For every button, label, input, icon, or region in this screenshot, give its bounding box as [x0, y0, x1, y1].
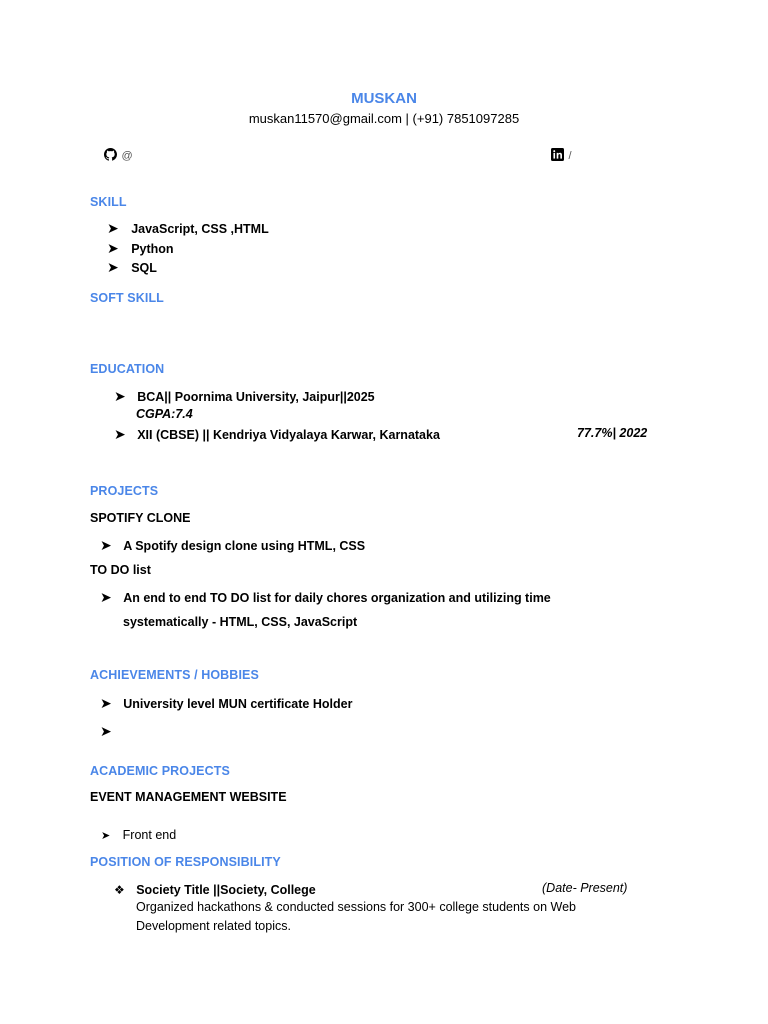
skill-item — [107, 240, 174, 258]
skill-label: Python — [131, 242, 174, 256]
project-description: A Spotify design clone using HTML, CSS — [123, 539, 366, 553]
linkedin-handle: / — [568, 150, 572, 162]
section-heading-achievements: ACHIEVEMENTS / HOBBIES — [90, 668, 259, 682]
arrow-bullet-icon: ➤ — [100, 537, 112, 553]
responsibility-item — [114, 881, 316, 899]
responsibility-description-cont: Development related topics. — [136, 919, 291, 933]
arrow-bullet-icon: ➤ — [107, 240, 119, 256]
education-title: BCA|| Poornima University, Jaipur||2025 — [137, 390, 375, 404]
academic-project-title: EVENT MANAGEMENT WEBSITE — [90, 790, 287, 804]
section-heading-soft-skill: SOFT SKILL — [90, 291, 164, 305]
section-heading-academic-projects: ACADEMIC PROJECTS — [90, 764, 230, 778]
achievement-item — [100, 695, 352, 713]
project-description-cont: systematically - HTML, CSS, JavaScript — [123, 615, 358, 629]
academic-project-description: Front end — [122, 828, 177, 842]
candidate-name: MUSKAN — [351, 90, 417, 107]
education-item — [114, 426, 440, 444]
arrow-bullet-icon: ➤ — [100, 723, 112, 739]
github-icon — [104, 148, 117, 161]
academic-project-bullet — [101, 826, 176, 844]
achievement-label: University level MUN certificate Holder — [123, 697, 353, 711]
github-handle: @ — [121, 150, 133, 162]
responsibility-title: Society Title ||Society, College — [136, 883, 316, 897]
arrow-bullet-icon: ➤ — [107, 259, 119, 275]
diamond-bullet-icon: ❖ — [114, 883, 125, 897]
responsibility-description: Organized hackathons & conducted sessions for 300+ college students on Web — [136, 900, 576, 914]
project-bullet — [100, 589, 551, 607]
project-title: TO DO list — [90, 563, 151, 577]
arrow-bullet-icon: ➤ — [100, 589, 112, 605]
education-detail: CGPA:7.4 — [136, 407, 193, 421]
skill-label: JavaScript, CSS ,HTML — [131, 222, 269, 236]
skill-item — [107, 220, 269, 238]
skill-item — [107, 259, 157, 277]
github-link[interactable] — [104, 146, 133, 164]
contact-line: muskan11570@gmail.com | (+91) 7851097285 — [248, 111, 520, 126]
section-heading-projects: PROJECTS — [90, 484, 159, 498]
arrow-bullet-icon: ➤ — [114, 388, 126, 404]
education-detail: 77.7%| 2022 — [577, 426, 648, 440]
education-item — [114, 388, 375, 406]
linkedin-icon — [551, 148, 564, 161]
linkedin-link[interactable] — [551, 146, 572, 164]
arrow-bullet-icon: ➤ — [114, 426, 126, 442]
section-heading-skill: SKILL — [90, 195, 127, 209]
section-heading-responsibility: POSITION OF RESPONSIBILITY — [90, 855, 281, 869]
arrow-bullet-icon: ➤ — [100, 695, 112, 711]
project-bullet — [100, 537, 365, 555]
arrow-bullet-icon: ➤ — [107, 220, 119, 236]
project-title: SPOTIFY CLONE — [90, 511, 191, 525]
arrow-bullet-icon: ➤ — [101, 830, 111, 842]
achievement-item — [100, 723, 119, 741]
skill-label: SQL — [131, 261, 157, 275]
section-heading-education: EDUCATION — [90, 362, 165, 376]
responsibility-date: (Date- Present) — [542, 881, 628, 895]
project-description: An end to end TO DO list for daily chores organization and utilizing time — [123, 591, 551, 605]
education-title: XII (CBSE) || Kendriya Vidyalaya Karwar, Karnataka — [137, 428, 440, 442]
